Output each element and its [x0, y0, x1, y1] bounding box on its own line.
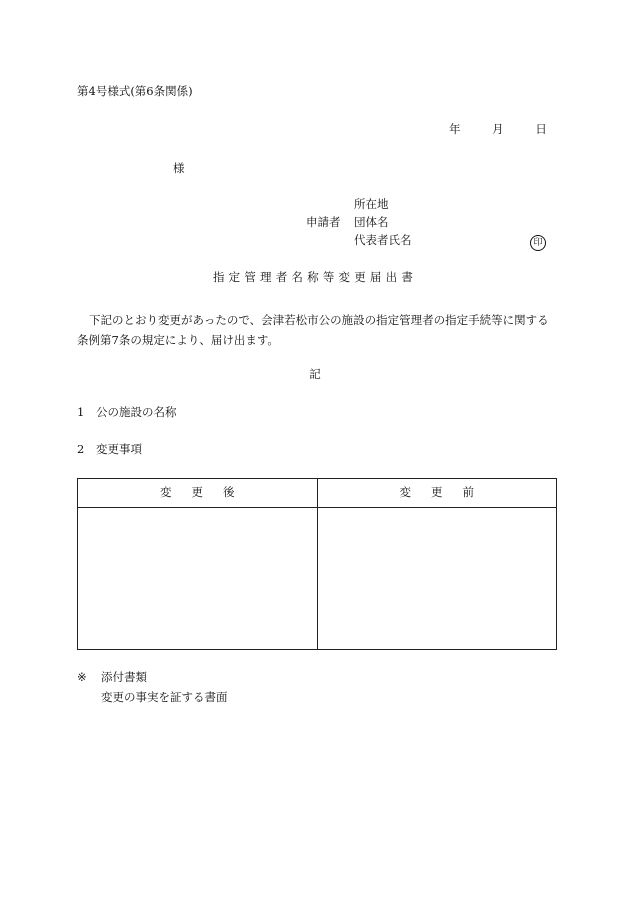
table-header-row — [78, 479, 557, 508]
item-label: 変更事項 — [96, 442, 142, 456]
date-year-label: 年 — [449, 122, 461, 136]
ki-heading: 記 — [309, 367, 321, 381]
document-title: 指定管理者名称等変更届出書 — [212, 270, 418, 284]
date-day-label: 日 — [535, 122, 547, 136]
header-after-change: 変更後 — [78, 479, 318, 508]
item-number: 2 — [77, 442, 85, 456]
item-facility-name — [77, 407, 177, 419]
attachment-item: 変更の事実を証する書面 — [101, 690, 228, 704]
change-table — [77, 478, 557, 650]
note-mark: ※ — [77, 670, 87, 684]
item-label: 公の施設の名称 — [96, 405, 177, 419]
cell-before-change — [317, 508, 557, 650]
table-row — [78, 508, 557, 650]
seal-mark-icon: 印 — [530, 235, 546, 251]
address-label: 所在地 — [354, 197, 389, 211]
header-before-change: 変更前 — [317, 479, 557, 508]
cell-after-change — [78, 508, 318, 650]
item-changes — [77, 444, 142, 456]
applicant-role-label: 申請者 — [306, 215, 341, 229]
addressee-suffix: 様 — [173, 161, 185, 175]
attachments-title: 添付書類 — [101, 670, 147, 684]
form-number: 第4号様式(第6条関係) — [77, 84, 193, 98]
representative-name-label: 代表者氏名 — [354, 233, 412, 247]
date-month-label: 月 — [492, 122, 504, 136]
item-number: 1 — [77, 405, 85, 419]
body-paragraph: 下記のとおり変更があったので、会津若松市公の施設の指定管理者の指定手続等に関する条例第7条の規定により、届け出ます。 — [77, 313, 549, 347]
date-line — [449, 124, 547, 136]
organization-label: 団体名 — [354, 215, 389, 229]
